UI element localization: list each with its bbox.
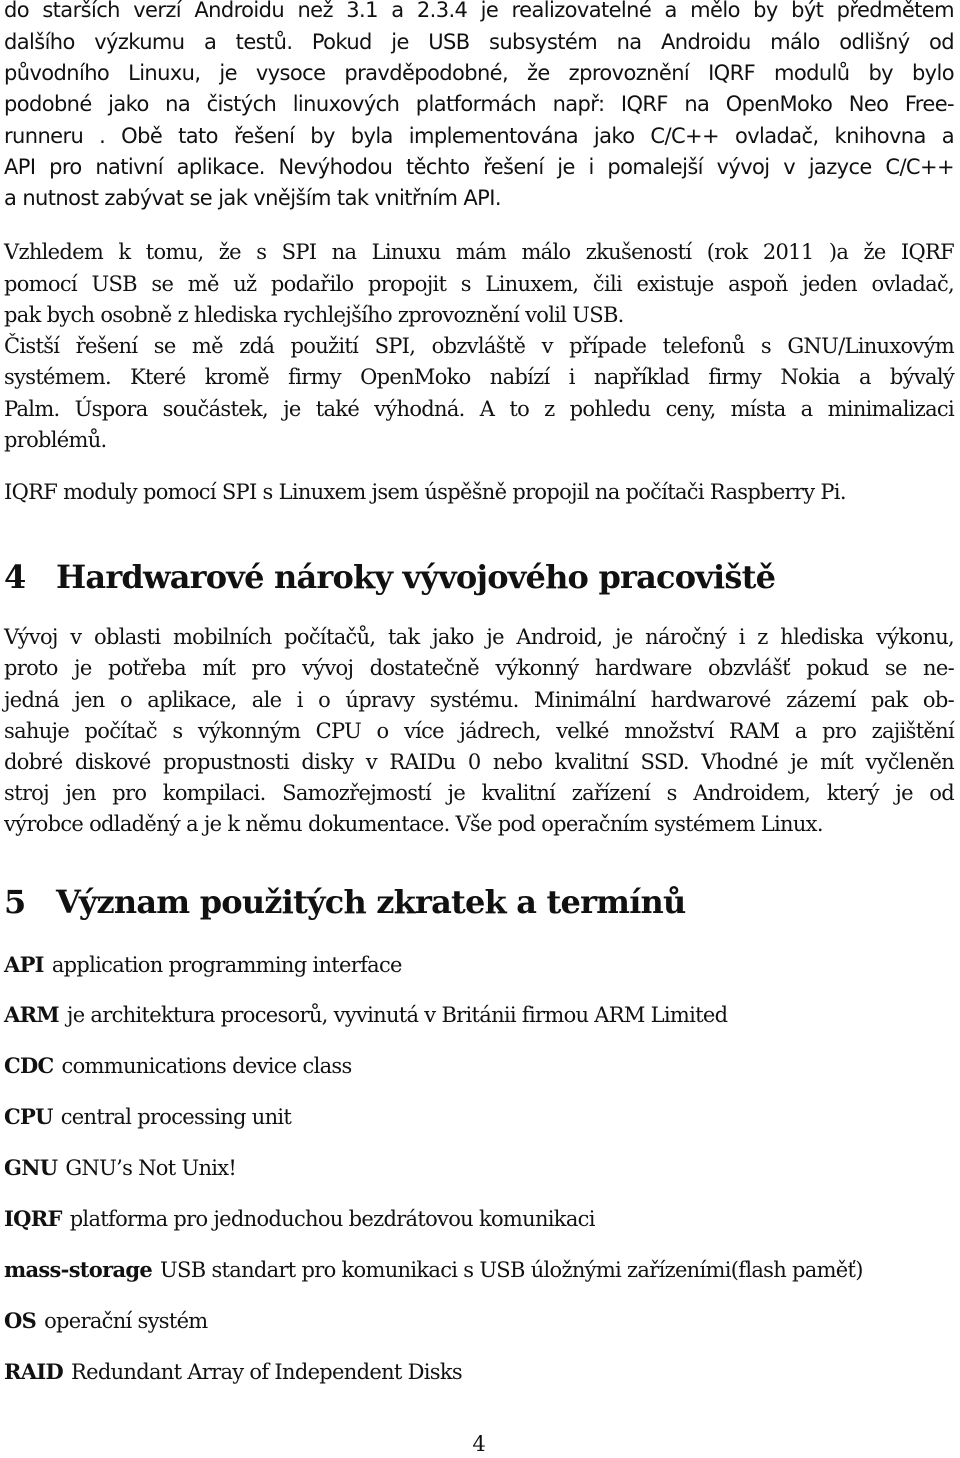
term-abbr: ARM	[4, 1002, 59, 1027]
term-item	[4, 952, 402, 977]
section-4-heading	[4, 558, 775, 596]
term-definition: application programming interface	[51, 953, 402, 977]
term-abbr: OS	[4, 1308, 37, 1333]
section-5-heading	[4, 883, 686, 921]
term-definition: operační systém	[44, 1309, 208, 1333]
section-4-line: Vývoj v oblasti mobilních počítačů, tak jako je Android, je náročný i z hlediska výkonu,	[4, 625, 954, 649]
term-abbr: IQRF	[4, 1206, 62, 1231]
term-abbr: API	[4, 952, 44, 977]
section-4-line: výrobce odladěný a je k němu dokumentace. Vše pod operačním systémem Linux.	[4, 812, 823, 836]
term-item	[4, 1155, 236, 1180]
spi-line: Čistší řešení se mě zdá použití SPI, obzvláště v případe telefonů s GNU/Linuxovým	[4, 334, 954, 358]
term-item	[4, 1002, 727, 1027]
term-abbr: GNU	[4, 1155, 58, 1180]
spi-line: Palm. Úspora součástek, je také výhodná. A to z pohledu ceny, místa a minimalizaci	[4, 397, 954, 421]
intro-line: původního Linuxu, je vysoce pravděpodobné, že zprovoznění IQRF modulů by bylo	[4, 61, 954, 85]
spi-line: pak bych osobně z hlediska rychlejšího zprovoznění volil USB.	[4, 303, 624, 327]
intro-line: runneru . Obě tato řešení by byla implementována jako C/C++ ovladač, knihovna a	[4, 124, 954, 148]
term-definition: Redundant Array of Independent Disks	[70, 1360, 462, 1384]
term-definition: communications device class	[61, 1054, 352, 1078]
term-definition: central processing unit	[60, 1105, 292, 1129]
term-definition: platforma pro jednoduchou bezdrátovou komunikaci	[69, 1207, 595, 1231]
term-definition: je architektura procesorů, vyvinutá v Británii firmou ARM Limited	[66, 1003, 728, 1027]
intro-line: a nutnost zabývat se jak vnějším tak vnitřním API.	[4, 186, 501, 210]
intro-line: API pro nativní aplikace. Nevýhodou těchto řešení je i pomalejší vývoj v jazyce C/C++	[4, 155, 954, 179]
spi-line: problémů.	[4, 428, 107, 452]
spi-line: systémem. Které kromě firmy OpenMoko nabízí i například firmy Nokia a bývalý	[4, 365, 954, 389]
section-4-number: 4	[4, 558, 26, 596]
term-item	[4, 1308, 208, 1333]
term-definition: GNU’s Not Unix!	[65, 1156, 237, 1180]
section-4-line: sahuje počítač s výkonným CPU o více jádrech, velké množství RAM a pro zajištění	[4, 719, 954, 743]
page-number: 4	[472, 1432, 486, 1456]
term-abbr: RAID	[4, 1359, 63, 1384]
term-item	[4, 1359, 462, 1384]
section-4-line: proto je potřeba mít pro vývoj dostatečně výkonný hardware obzvlášť pokud se ne-	[4, 656, 954, 680]
section-4-line: stroj jen pro kompilaci. Samozřejmostí je kvalitní zařízení s Androidem, který je od	[4, 781, 954, 805]
term-abbr: CPU	[4, 1104, 53, 1129]
spi-line: pomocí USB se mě už podařilo propojit s Linuxem, čili existuje aspoň jeden ovladač,	[4, 272, 954, 296]
term-definition: USB standart pro komunikaci s USB úložnými zařízeními(flash paměť)	[160, 1258, 863, 1282]
section-4-line: dobré diskové propustnosti disky v RAIDu 0 nebo kvalitní SSD. Vhodné je mít vyčleněn	[4, 750, 954, 774]
section-5-title: Význam použitých zkratek a termínů	[56, 883, 686, 921]
term-item	[4, 1257, 863, 1282]
intro-line: podobné jako na čistých linuxových platformách např: IQRF na OpenMoko Neo Free-	[4, 92, 954, 116]
section-4-line: jedná jen o aplikace, ale i o úpravy systému. Minimální hardwarové zázemí pak ob-	[4, 688, 954, 712]
section-5-number: 5	[4, 883, 26, 921]
spi-line: Vzhledem k tomu, že s SPI na Linuxu mám málo zkušeností (rok 2011 )a že IQRF	[4, 240, 954, 264]
raspberry-sentence: IQRF moduly pomocí SPI s Linuxem jsem úspěšně propojil na počítači Raspberry Pi.	[4, 480, 846, 504]
section-4-title: Hardwarové nároky vývojového pracoviště	[56, 558, 776, 596]
term-abbr: CDC	[4, 1053, 54, 1078]
term-item	[4, 1053, 352, 1078]
intro-line: do starších verzí Androidu než 3.1 a 2.3.4 je realizovatelné a mělo by být předmětem	[4, 0, 954, 22]
intro-line: dalšího výzkumu a testů. Pokud je USB subsystém na Androidu málo odlišný od	[4, 30, 954, 54]
term-abbr: mass-storage	[4, 1257, 153, 1282]
term-item	[4, 1206, 595, 1231]
term-item	[4, 1104, 291, 1129]
